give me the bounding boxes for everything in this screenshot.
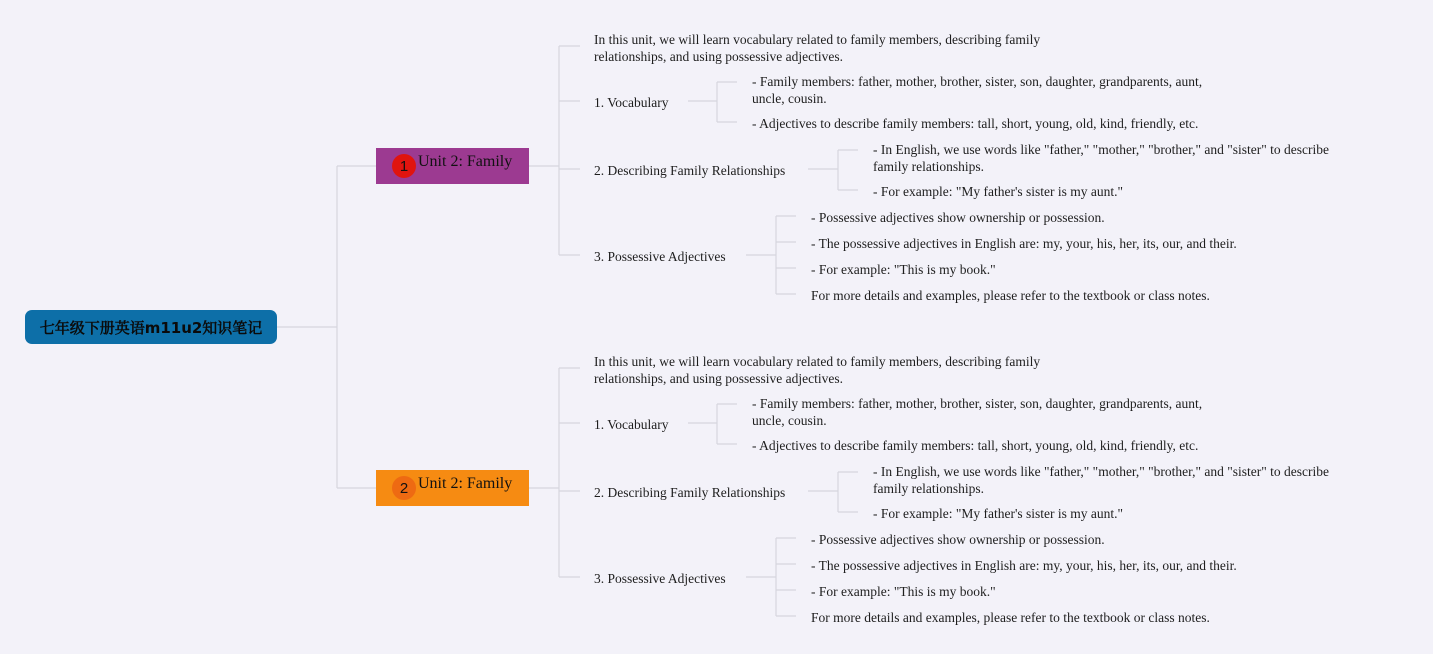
relationship-item[interactable]: - In English, we use words like "father," "mother," "brother," and "sister" to describe family relationships.	[873, 464, 1329, 496]
possessive-item[interactable]: - Possessive adjectives show ownership or possession.	[811, 210, 1105, 225]
branch-node-1[interactable]	[376, 148, 529, 184]
possessive-item[interactable]: For more details and examples, please refer to the textbook or class notes.	[811, 610, 1210, 625]
section-vocabulary-1[interactable]: 1. Vocabulary	[594, 95, 669, 110]
branch-2-intro[interactable]: In this unit, we will learn vocabulary related to family members, describing family relationships, and using possessive adjectives.	[594, 354, 1041, 386]
possessive-item[interactable]: - The possessive adjectives in English are: my, your, his, her, its, our, and their.	[811, 558, 1237, 573]
vocab-item[interactable]: - Adjectives to describe family members: tall, short, young, old, kind, friendly, etc.	[752, 438, 1199, 453]
branch-label: Unit 2: Family	[418, 475, 513, 492]
possessive-item[interactable]: - For example: "This is my book."	[811, 262, 996, 277]
vocab-item[interactable]: - Family members: father, mother, brother, sister, son, daughter, grandparents, aunt, uncle, cousin.	[752, 74, 1203, 106]
section-possessive-1[interactable]: 3. Possessive Adjectives	[594, 249, 726, 264]
possessive-item[interactable]: - The possessive adjectives in English are: my, your, his, her, its, our, and their.	[811, 236, 1237, 251]
section-possessive-2[interactable]: 3. Possessive Adjectives	[594, 571, 726, 586]
vocab-item[interactable]: - Adjectives to describe family members: tall, short, young, old, kind, friendly, etc.	[752, 116, 1199, 131]
possessive-item[interactable]: - For example: "This is my book."	[811, 584, 996, 599]
branch-1-intro[interactable]: In this unit, we will learn vocabulary related to family members, describing family relationships, and using possessive adjectives.	[594, 32, 1041, 64]
root-label: 七年级下册英语m11u2知识笔记	[39, 318, 263, 337]
relationship-item[interactable]: - In English, we use words like "father," "mother," "brother," and "sister" to describe family relationships.	[873, 142, 1329, 174]
root-node[interactable]	[25, 310, 277, 344]
priority-1-icon: 1	[392, 154, 416, 178]
relationship-item[interactable]: - For example: "My father's sister is my aunt."	[873, 184, 1124, 199]
possessive-item[interactable]: - Possessive adjectives show ownership or possession.	[811, 532, 1105, 547]
relationship-item[interactable]: - For example: "My father's sister is my aunt."	[873, 506, 1124, 521]
branch-label: Unit 2: Family	[418, 153, 513, 170]
branch-node-2[interactable]	[376, 470, 529, 506]
vocab-item[interactable]: - Family members: father, mother, brother, sister, son, daughter, grandparents, aunt, uncle, cousin.	[752, 396, 1203, 428]
section-relationships-1[interactable]: 2. Describing Family Relationships	[594, 163, 786, 178]
section-vocabulary-2[interactable]: 1. Vocabulary	[594, 417, 669, 432]
priority-2-icon: 2	[392, 476, 416, 500]
possessive-item[interactable]: For more details and examples, please refer to the textbook or class notes.	[811, 288, 1210, 303]
section-relationships-2[interactable]: 2. Describing Family Relationships	[594, 485, 786, 500]
